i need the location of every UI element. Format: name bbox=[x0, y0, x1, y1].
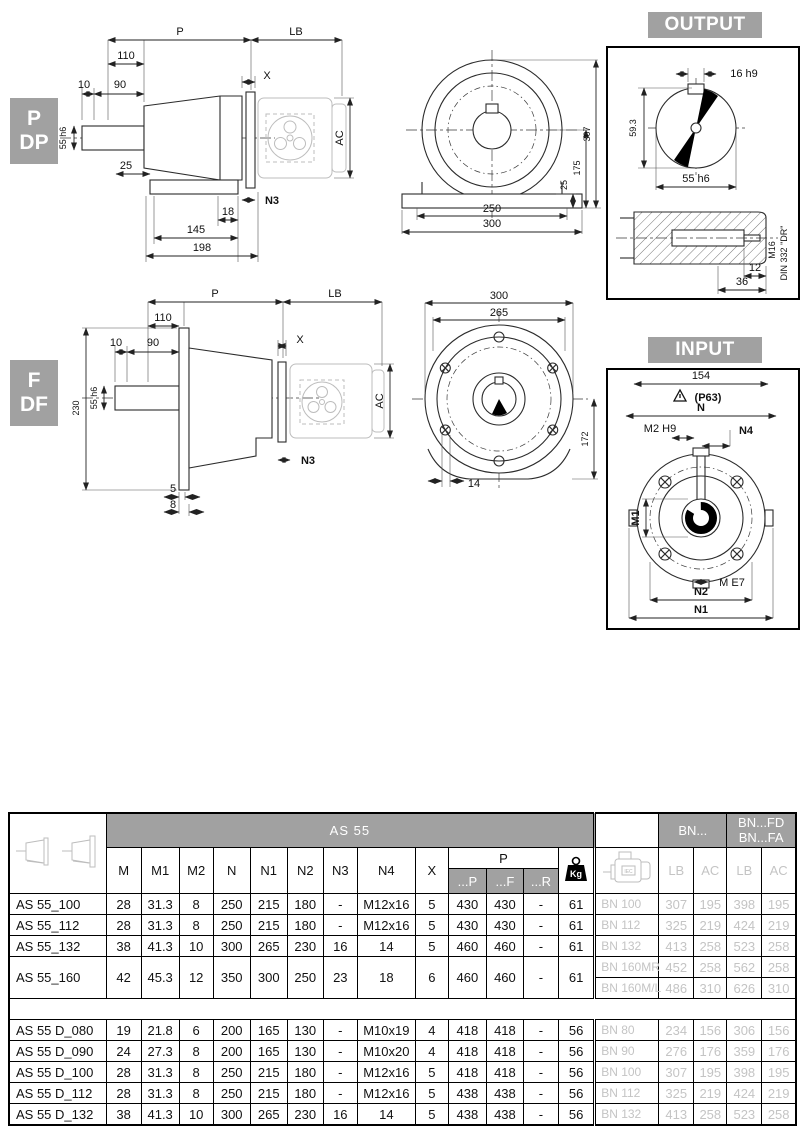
p-value: 438 bbox=[486, 1083, 523, 1104]
gearbox-icon bbox=[14, 830, 102, 874]
input-section-header: INPUT bbox=[648, 337, 762, 363]
x-value: 4 bbox=[415, 1020, 448, 1041]
col-header-n2: N2 bbox=[287, 848, 323, 894]
dim-label-12: 12 bbox=[748, 262, 762, 274]
dim-value: 31.3 bbox=[141, 1083, 179, 1104]
kg-label: Kg bbox=[570, 868, 583, 879]
dim-label-25: 25 bbox=[119, 160, 133, 172]
dim-value: 250 bbox=[213, 1062, 250, 1083]
motor-value: 219 bbox=[694, 1083, 727, 1104]
x-value: 5 bbox=[415, 894, 448, 915]
dim-value: 8 bbox=[179, 1083, 213, 1104]
motor-value: 424 bbox=[727, 1083, 762, 1104]
motor-value: 413 bbox=[659, 936, 694, 957]
dim-value: 200 bbox=[213, 1041, 250, 1062]
motor-name: BN 160MR bbox=[595, 957, 659, 978]
motor-value: 219 bbox=[762, 915, 796, 936]
dim-value: 19 bbox=[106, 1020, 141, 1041]
output-detail-box bbox=[606, 46, 800, 300]
motor-value: 219 bbox=[694, 915, 727, 936]
dim-value: 38 bbox=[106, 936, 141, 957]
motor-value: 176 bbox=[694, 1041, 727, 1062]
dim-value: 6 bbox=[179, 1020, 213, 1041]
dim-value: 215 bbox=[250, 894, 287, 915]
dim-value: - bbox=[323, 1062, 357, 1083]
dim-value: 180 bbox=[287, 915, 323, 936]
p-sub-header-r: ...R bbox=[523, 869, 558, 894]
foot-front-view-drawing bbox=[390, 42, 605, 242]
motor-value: 398 bbox=[727, 894, 762, 915]
kg-col-header bbox=[558, 848, 594, 894]
dim-value: 10 bbox=[179, 936, 213, 957]
x-value: 5 bbox=[415, 936, 448, 957]
col-header-x: X bbox=[415, 848, 448, 894]
kg-value: 61 bbox=[558, 957, 594, 999]
motor-value: 195 bbox=[694, 1062, 727, 1083]
motor-col-spacer bbox=[595, 813, 659, 848]
p-value: 430 bbox=[486, 894, 523, 915]
p-value: 430 bbox=[448, 894, 486, 915]
dim-label-p: P bbox=[176, 26, 184, 38]
p-value: 418 bbox=[486, 1020, 523, 1041]
dim-value: 8 bbox=[179, 1062, 213, 1083]
dim-value: 180 bbox=[287, 894, 323, 915]
p-sub-header-f: ...F bbox=[486, 869, 523, 894]
col-header-n3: N3 bbox=[323, 848, 357, 894]
kg-value: 61 bbox=[558, 894, 594, 915]
dim-value: 23 bbox=[323, 957, 357, 999]
kg-value: 56 bbox=[558, 1062, 594, 1083]
dim-label-n3: N3 bbox=[264, 195, 280, 207]
motor-name: BN 100 bbox=[595, 1062, 659, 1083]
motor-name: BN 80 bbox=[595, 1020, 659, 1041]
dim-label-lb: LB bbox=[328, 288, 342, 300]
x-value: 5 bbox=[415, 1083, 448, 1104]
kg-value: 61 bbox=[558, 936, 594, 957]
motor-value: 486 bbox=[659, 978, 694, 999]
motor-name: BN 112 bbox=[595, 1083, 659, 1104]
motor-value: 424 bbox=[727, 915, 762, 936]
dim-label-300: 300 bbox=[489, 290, 509, 302]
dim-value: 45.3 bbox=[141, 957, 179, 999]
warning-icon bbox=[674, 390, 686, 401]
output-section-header: OUTPUT bbox=[648, 12, 762, 38]
bn-group-header: BN... bbox=[659, 813, 727, 848]
gearbox-icons-cell bbox=[9, 813, 106, 894]
col-header-ac-bnfd: AC bbox=[762, 848, 796, 894]
p-value: - bbox=[523, 957, 558, 999]
dim-value: 165 bbox=[250, 1020, 287, 1041]
dim-label-198: 198 bbox=[192, 242, 212, 254]
motor-value: 234 bbox=[659, 1020, 694, 1041]
fdf-side-view-drawing bbox=[20, 286, 400, 518]
dim-label-110: 110 bbox=[154, 312, 172, 324]
motor-value: 156 bbox=[762, 1020, 796, 1041]
dim-value: 300 bbox=[250, 957, 287, 999]
row-name: AS 55 D_100 bbox=[9, 1062, 106, 1083]
kg-value: 56 bbox=[558, 1020, 594, 1041]
p-value: 418 bbox=[486, 1062, 523, 1083]
motor-name: BN 132 bbox=[595, 1104, 659, 1126]
motor-value: 310 bbox=[762, 978, 796, 999]
table-row bbox=[9, 915, 796, 936]
dim-label-10: 10 bbox=[77, 79, 91, 91]
motor-value: 176 bbox=[762, 1041, 796, 1062]
dim-value: M12x16 bbox=[357, 894, 415, 915]
kg-value: 56 bbox=[558, 1083, 594, 1104]
dim-value: 250 bbox=[213, 915, 250, 936]
dim-label-p63: (P63) bbox=[694, 392, 722, 404]
dim-label-din: DIN 332 "DR" bbox=[779, 225, 789, 281]
group-separator bbox=[9, 999, 796, 1020]
dim-label-shaft: 55 h6 bbox=[682, 173, 710, 185]
table-row bbox=[9, 1020, 796, 1041]
dim-value: 31.3 bbox=[141, 1062, 179, 1083]
dim-value: - bbox=[323, 915, 357, 936]
dim-value: 10 bbox=[179, 1104, 213, 1126]
row-name: AS 55_112 bbox=[9, 915, 106, 936]
dim-label-90: 90 bbox=[113, 79, 127, 91]
iec-label: IEC bbox=[624, 869, 633, 875]
p-value: 418 bbox=[486, 1041, 523, 1062]
dim-value: 230 bbox=[287, 1104, 323, 1126]
p-value: 438 bbox=[486, 1104, 523, 1126]
table-row bbox=[9, 957, 796, 978]
dim-label-230: 230 bbox=[71, 400, 81, 416]
p-value: 438 bbox=[448, 1104, 486, 1126]
dim-value: 28 bbox=[106, 1062, 141, 1083]
dim-value: 16 bbox=[323, 1104, 357, 1126]
dim-value: 165 bbox=[250, 1041, 287, 1062]
p-value: - bbox=[523, 1083, 558, 1104]
dim-value: 250 bbox=[287, 957, 323, 999]
dim-value: 200 bbox=[213, 1020, 250, 1041]
motor-value: 258 bbox=[694, 936, 727, 957]
dim-value: 180 bbox=[287, 1083, 323, 1104]
col-header-ac-bn: AC bbox=[694, 848, 727, 894]
p-value: - bbox=[523, 915, 558, 936]
mount-label-dp: DP bbox=[19, 131, 49, 154]
dim-value: 42 bbox=[106, 957, 141, 999]
dim-label-m2: M2 H9 bbox=[643, 423, 677, 435]
row-name: AS 55_132 bbox=[9, 936, 106, 957]
weight-kg-icon bbox=[564, 856, 588, 883]
dim-value: M10x20 bbox=[357, 1041, 415, 1062]
motor-value: 626 bbox=[727, 978, 762, 999]
motor-name: BN 112 bbox=[595, 915, 659, 936]
table-row bbox=[9, 1104, 796, 1126]
dim-value: 21.8 bbox=[141, 1020, 179, 1041]
table-row bbox=[9, 1062, 796, 1083]
dim-value: 265 bbox=[250, 936, 287, 957]
dim-label-n3: N3 bbox=[300, 455, 316, 467]
dim-label-14: 14 bbox=[467, 478, 481, 490]
p-value: - bbox=[523, 1104, 558, 1126]
dim-value: - bbox=[323, 1083, 357, 1104]
dim-label-300: 300 bbox=[482, 218, 502, 230]
p-value: - bbox=[523, 1041, 558, 1062]
dim-label-n4: N4 bbox=[738, 425, 754, 437]
dim-value: 14 bbox=[357, 1104, 415, 1126]
motor-name: BN 90 bbox=[595, 1041, 659, 1062]
p-value: - bbox=[523, 1020, 558, 1041]
dim-value: 14 bbox=[357, 936, 415, 957]
col-header-m: M bbox=[106, 848, 141, 894]
row-name: AS 55_160 bbox=[9, 957, 106, 999]
group-separator-row bbox=[9, 999, 796, 1020]
p-value: - bbox=[523, 936, 558, 957]
p-value: 418 bbox=[448, 1041, 486, 1062]
table-row bbox=[9, 936, 796, 957]
dim-value: 12 bbox=[179, 957, 213, 999]
x-value: 5 bbox=[415, 1062, 448, 1083]
input-detail-box bbox=[606, 368, 800, 630]
row-name: AS 55 D_080 bbox=[9, 1020, 106, 1041]
dim-value: 8 bbox=[179, 915, 213, 936]
dim-value: - bbox=[323, 1020, 357, 1041]
table-row bbox=[9, 1083, 796, 1104]
motor-value: 258 bbox=[694, 1104, 727, 1126]
p-value: 430 bbox=[448, 915, 486, 936]
motor-value: 195 bbox=[762, 894, 796, 915]
dim-value: 41.3 bbox=[141, 1104, 179, 1126]
dim-label-height: 59.3 bbox=[628, 119, 638, 137]
dim-value: 18 bbox=[357, 957, 415, 999]
motor-value: 523 bbox=[727, 1104, 762, 1126]
p-group-header: P bbox=[448, 848, 558, 869]
x-value: 5 bbox=[415, 915, 448, 936]
dim-label-307: 307 bbox=[582, 126, 592, 142]
dim-value: 31.3 bbox=[141, 894, 179, 915]
dim-label-10: 10 bbox=[109, 337, 123, 349]
motor-value: 156 bbox=[694, 1020, 727, 1041]
motor-value: 310 bbox=[694, 978, 727, 999]
dim-label-36: 36 bbox=[735, 276, 749, 288]
row-name: AS 55 D_112 bbox=[9, 1083, 106, 1104]
dim-value: 24 bbox=[106, 1041, 141, 1062]
motor-value: 258 bbox=[762, 1104, 796, 1126]
motor-value: 258 bbox=[762, 957, 796, 978]
row-name: AS 55 D_090 bbox=[9, 1041, 106, 1062]
motor-value: 452 bbox=[659, 957, 694, 978]
dim-value: 250 bbox=[213, 1083, 250, 1104]
dim-value: 350 bbox=[213, 957, 250, 999]
dim-value: 31.3 bbox=[141, 915, 179, 936]
dim-value: 28 bbox=[106, 894, 141, 915]
dim-label-x: X bbox=[296, 334, 304, 346]
col-header-n1: N1 bbox=[250, 848, 287, 894]
dim-value: M10x19 bbox=[357, 1020, 415, 1041]
dim-value: 265 bbox=[250, 1104, 287, 1126]
bnfd-label: BN...FD bbox=[738, 815, 785, 831]
dim-label-18: 18 bbox=[221, 206, 235, 218]
dim-value: 300 bbox=[213, 936, 250, 957]
motor-value: 258 bbox=[694, 957, 727, 978]
p-value: 460 bbox=[448, 936, 486, 957]
mount-label-f: F bbox=[27, 368, 41, 392]
dim-label-shaft: 55 h6 bbox=[58, 126, 68, 150]
dim-value: 38 bbox=[106, 1104, 141, 1126]
motor-value: 413 bbox=[659, 1104, 694, 1126]
dim-label-265: 265 bbox=[489, 307, 509, 319]
flange-front-view-drawing bbox=[398, 291, 604, 495]
motor-silhouette bbox=[258, 98, 346, 178]
dim-value: 28 bbox=[106, 1083, 141, 1104]
dim-value: M12x16 bbox=[357, 1083, 415, 1104]
motor-value: 195 bbox=[694, 894, 727, 915]
table-row bbox=[9, 1041, 796, 1062]
dim-value: 130 bbox=[287, 1020, 323, 1041]
motor-value: 325 bbox=[659, 915, 694, 936]
motor-value: 325 bbox=[659, 1083, 694, 1104]
kg-value: 56 bbox=[558, 1041, 594, 1062]
kg-value: 56 bbox=[558, 1104, 594, 1126]
dim-label-me7: M E7 bbox=[719, 577, 745, 589]
motor-name: BN 132 bbox=[595, 936, 659, 957]
p-value: 438 bbox=[448, 1083, 486, 1104]
dim-label-p: P bbox=[211, 288, 219, 300]
motor-icon bbox=[601, 850, 653, 888]
dim-label-n2: N2 bbox=[693, 586, 709, 598]
p-value: 430 bbox=[486, 915, 523, 936]
dim-label-175: 175 bbox=[572, 160, 582, 176]
row-name: AS 55_100 bbox=[9, 894, 106, 915]
col-header-n4: N4 bbox=[357, 848, 415, 894]
dim-label-n1: N1 bbox=[693, 604, 709, 616]
dim-label-8: 8 bbox=[169, 499, 177, 511]
row-name: AS 55 D_132 bbox=[9, 1104, 106, 1126]
mount-label-p: P bbox=[26, 106, 41, 130]
dim-label-25: 25 bbox=[559, 179, 569, 191]
x-value: 5 bbox=[415, 1104, 448, 1126]
col-header-m2: M2 bbox=[179, 848, 213, 894]
dim-label-lb: LB bbox=[289, 26, 303, 38]
dim-value: 250 bbox=[213, 894, 250, 915]
dim-value: 8 bbox=[179, 894, 213, 915]
input-flange-drawing bbox=[608, 370, 794, 624]
motor-name: BN 160M/L bbox=[595, 978, 659, 999]
p-value: - bbox=[523, 1062, 558, 1083]
p-value: - bbox=[523, 894, 558, 915]
bnfd-group-header bbox=[727, 813, 796, 848]
dim-label-5: 5 bbox=[169, 483, 177, 495]
dim-value: M12x16 bbox=[357, 915, 415, 936]
dim-value: 300 bbox=[213, 1104, 250, 1126]
dim-value: 180 bbox=[287, 1062, 323, 1083]
motor-value: 398 bbox=[727, 1062, 762, 1083]
dim-label-90: 90 bbox=[146, 337, 160, 349]
p-value: 418 bbox=[448, 1062, 486, 1083]
kg-value: 61 bbox=[558, 915, 594, 936]
x-value: 6 bbox=[415, 957, 448, 999]
col-header-lb-bnfd: LB bbox=[727, 848, 762, 894]
dim-label-250: 250 bbox=[482, 203, 502, 215]
motor-icon-cell bbox=[595, 848, 659, 894]
dim-value: 28 bbox=[106, 915, 141, 936]
p-value: 460 bbox=[448, 957, 486, 999]
motor-value: 276 bbox=[659, 1041, 694, 1062]
dim-value: 8 bbox=[179, 1041, 213, 1062]
dim-value: 215 bbox=[250, 1083, 287, 1104]
table-title: AS 55 bbox=[106, 813, 595, 848]
p-value: 460 bbox=[486, 957, 523, 999]
dim-label-154: 154 bbox=[691, 370, 711, 382]
motor-silhouette bbox=[290, 364, 384, 438]
mount-label-df: DF bbox=[20, 393, 48, 416]
dim-label-145: 145 bbox=[186, 224, 206, 236]
dim-value: 215 bbox=[250, 915, 287, 936]
dim-value: 215 bbox=[250, 1062, 287, 1083]
dim-label-key: 16 h9 bbox=[730, 68, 758, 80]
bnfa-label: BN...FA bbox=[738, 829, 784, 845]
motor-value: 195 bbox=[762, 1062, 796, 1083]
p-value: 460 bbox=[486, 936, 523, 957]
motor-value: 359 bbox=[727, 1041, 762, 1062]
col-header-lb-bn: LB bbox=[659, 848, 694, 894]
x-value: 4 bbox=[415, 1041, 448, 1062]
p-value: 418 bbox=[448, 1020, 486, 1041]
dim-label-thread: M16 bbox=[767, 241, 777, 259]
motor-value: 562 bbox=[727, 957, 762, 978]
dim-label-m1: M1 bbox=[630, 510, 642, 526]
dim-label-172: 172 bbox=[580, 431, 590, 447]
pdp-side-view-drawing bbox=[20, 16, 360, 270]
dim-value: 230 bbox=[287, 936, 323, 957]
dim-label-ac: AC bbox=[334, 130, 346, 146]
dim-value: - bbox=[323, 894, 357, 915]
dim-value: M12x16 bbox=[357, 1062, 415, 1083]
dim-value: 27.3 bbox=[141, 1041, 179, 1062]
dim-label-shaft: 55 h6 bbox=[89, 386, 99, 410]
table-row bbox=[9, 894, 796, 915]
motor-value: 523 bbox=[727, 936, 762, 957]
motor-value: 306 bbox=[727, 1020, 762, 1041]
motor-value: 258 bbox=[762, 936, 796, 957]
dim-label-n: N bbox=[697, 402, 705, 414]
dim-label-x: X bbox=[263, 70, 271, 82]
dim-value: 130 bbox=[287, 1041, 323, 1062]
dimension-table bbox=[8, 812, 797, 1126]
dim-value: - bbox=[323, 1041, 357, 1062]
output-shaft-drawing bbox=[608, 48, 794, 294]
col-header-n: N bbox=[213, 848, 250, 894]
motor-value: 307 bbox=[659, 894, 694, 915]
motor-value: 307 bbox=[659, 1062, 694, 1083]
motor-name: BN 100 bbox=[595, 894, 659, 915]
col-header-m1: M1 bbox=[141, 848, 179, 894]
p-sub-header-p: ...P bbox=[448, 869, 486, 894]
dim-value: 16 bbox=[323, 936, 357, 957]
motor-value: 219 bbox=[762, 1083, 796, 1104]
dim-label-ac: AC bbox=[374, 393, 386, 409]
dim-value: 41.3 bbox=[141, 936, 179, 957]
dim-label-110: 110 bbox=[117, 50, 135, 62]
